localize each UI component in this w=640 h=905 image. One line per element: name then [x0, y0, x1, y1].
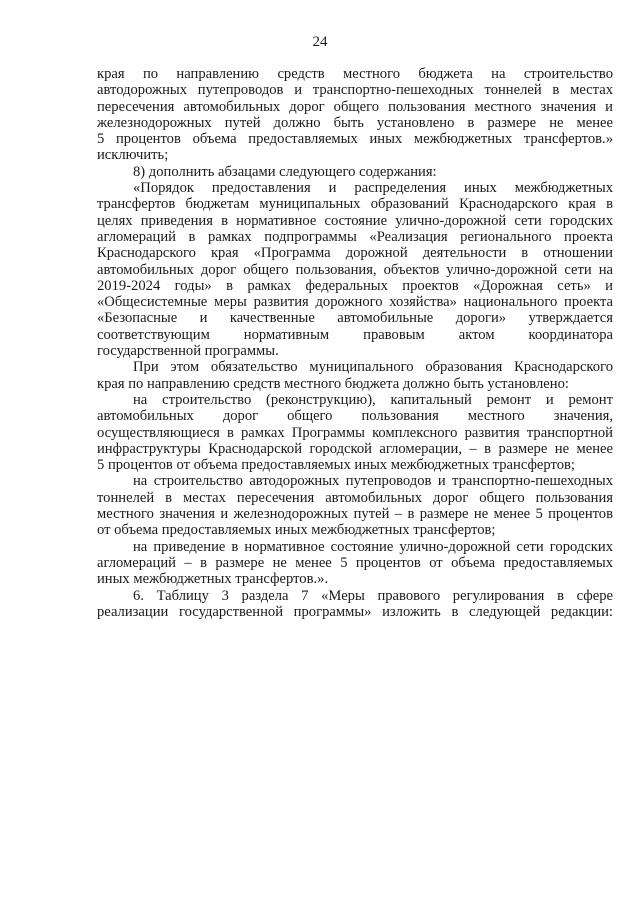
text-line: реализации государственной программы» изложить в следующей редакции:: [97, 603, 613, 620]
text-line: При этом обязательство муниципального образования Краснодарского: [133, 359, 613, 376]
text-line: края по направлению средств местного бюджета должно быть установлено:: [97, 375, 569, 392]
paragraph: [97, 588, 613, 621]
text-line: инфраструктуры Краснодарской городской агломерации, – в размере не менее: [97, 440, 613, 457]
paragraph: [97, 359, 613, 392]
text-line: «Порядок предоставления и распределения иных межбюджетных: [133, 180, 613, 197]
text-line: автомобильных дорог общего пользования местного значения,: [97, 408, 613, 425]
text-line: осуществляющиеся в рамках Программы комплексного развития транспортной: [97, 424, 613, 441]
paragraph: [97, 66, 613, 164]
text-line: исключить;: [97, 147, 169, 164]
paragraph: [97, 392, 613, 473]
text-line: края по направлению средств местного бюджета на строительство: [97, 66, 613, 82]
paragraph: [97, 473, 613, 538]
text-line: агломераций – в размере не менее 5 процентов от объема предоставляемых: [97, 554, 613, 571]
text-line: 6. Таблицу 3 раздела 7 «Меры правового регулирования в сфере: [133, 587, 613, 604]
text-line: пересечения автомобильных дорог общего пользования местного значения и: [97, 98, 613, 115]
text-line: трансфертов бюджетам муниципальных образований Краснодарского края в: [97, 196, 613, 213]
text-line: «Общесистемные меры развития дорожного хозяйства» национального проекта: [97, 294, 613, 311]
text-line: на строительство автодорожных путепроводов и транспортно-пешеходных: [133, 473, 613, 490]
text-line: государственной программы.: [97, 343, 279, 360]
text-line: «Безопасные и качественные автомобильные дороги» утверждается: [97, 310, 613, 327]
text-line: 8) дополнить абзацами следующего содержания:: [133, 163, 437, 180]
text-line: автомобильных дорог общего пользования, объектов улично-дорожной сети на: [97, 261, 613, 278]
text-line: тоннелей в местах пересечения автомобильных дорог общего пользования: [97, 489, 613, 506]
text-line: агломераций в рамках подпрограммы «Реализация регионального проекта: [97, 228, 613, 245]
document-body: [97, 66, 613, 620]
text-line: железнодорожных путей должно быть установлено в размере не менее: [97, 114, 613, 131]
text-line: автодорожных путепроводов и транспортно-пешеходных тоннелей в местах: [97, 82, 613, 99]
text-line: местного значения и железнодорожных путей – в размере не менее 5 процентов: [97, 506, 613, 523]
paragraph: [97, 180, 613, 359]
text-line: 5 процентов от объема предоставляемых иных межбюджетных трансфертов;: [97, 457, 575, 474]
paragraph: [97, 164, 613, 180]
text-line: соответствующим нормативным правовым актом координатора: [97, 326, 613, 343]
text-line: на строительство (реконструкцию), капитальный ремонт и ремонт: [133, 391, 613, 408]
text-line: целях приведения в нормативное состояние улично-дорожной сети городских: [97, 212, 613, 229]
text-line: Краснодарского края «Программа дорожной деятельности в отношении: [97, 245, 613, 262]
text-line: 5 процентов объема предоставляемых иных межбюджетных трансфертов.»: [97, 131, 613, 148]
text-line: иных межбюджетных трансфертов.».: [97, 571, 329, 588]
page-number: 24: [312, 34, 328, 50]
text-line: от объема предоставляемых иных межбюджетных трансфертов;: [97, 522, 496, 539]
text-line: 2019-2024 годы» в рамках федеральных проектов «Дорожная сеть» и: [97, 277, 613, 294]
paragraph: [97, 539, 613, 588]
text-line: на приведение в нормативное состояние улично-дорожной сети городских: [133, 538, 613, 555]
